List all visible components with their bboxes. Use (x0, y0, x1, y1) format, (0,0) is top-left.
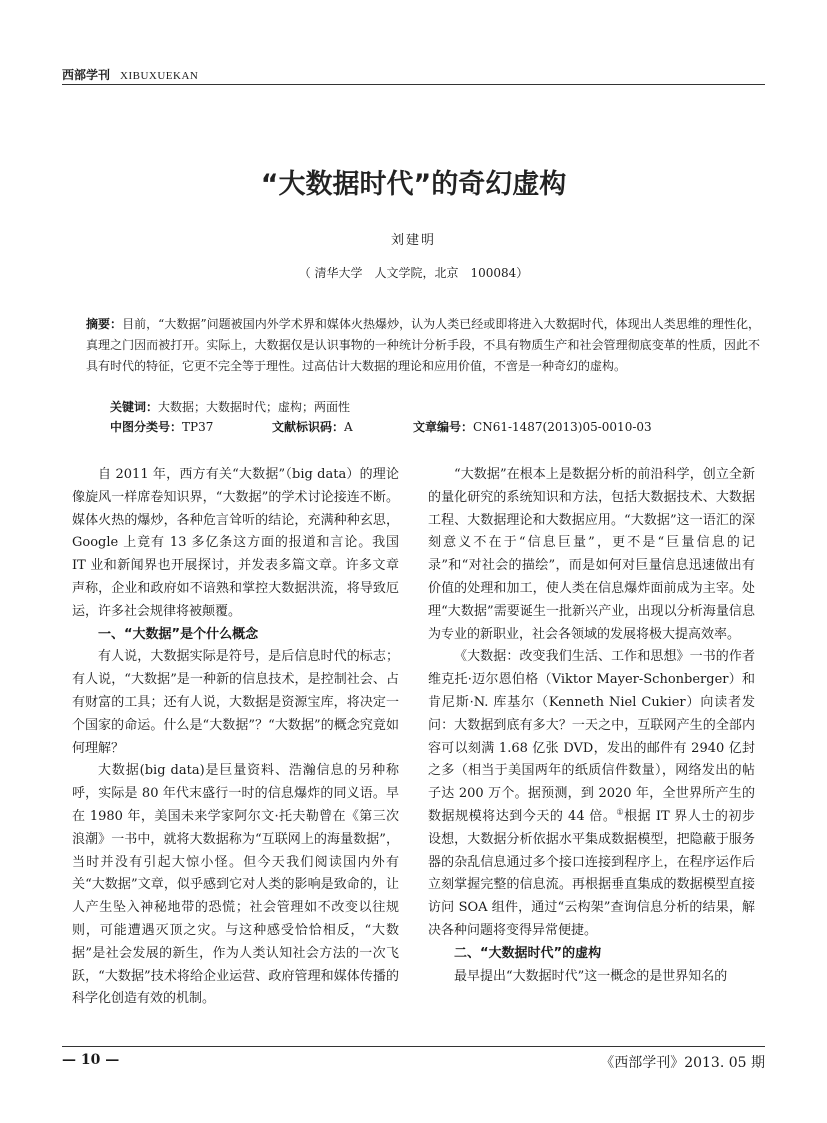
paragraph (428, 646, 755, 942)
keywords-label: 关键词： (110, 400, 159, 414)
journal-name: 西部学刊 (62, 68, 111, 82)
id-label: 文章编号： (413, 420, 474, 434)
left-column (72, 464, 399, 1011)
doc-code (272, 418, 353, 435)
paragraph: 大数据(big data)是巨量资料、浩瀚信息的另种称呼，实际是 80 年代末盛行一时的信息爆炸的同义语。早在 1980 年，美国未来学家阿尔文·托夫勒曾在《第三次浪潮》一书中，就将大数据称为“互联网上的海量数据”，当时并没有引起大惊小怪。但今天我们阅读国内外有关“大数据”文章，似乎感到它对人类的影响是致命的，让人产生坠入神秘地带的恐慌；社会管理如不改变以往规则，可能遭遇灭顶之灾。与这种感受恰恰相反，“大数据”是社会发展的新生，作为人类认知社会方法的一次飞跃，“大数据”技术将给企业运营、政府管理和媒体传播的科学化创造有效的机制。 (72, 763, 399, 1007)
journal-name-latin: XIBUXUEKAN (120, 70, 199, 82)
paragraph: “大数据”在根本上是数据分析的前沿科学，创立全新的量化研究的系统知识和方法，包括大数据技术、大数据工程、大数据理论和大数据应用。“大数据”这一语汇的深刻意义不在于“信息巨量”，更不是“巨量信息的记录”和“对社会的描绘”，而是如何对巨量信息迅速做出有价值的处理和加工，使人类在信息爆炸面前成为主宰。处理“大数据”需要诞生一批新兴产业，出现以分析海量信息为专业的新职业，社会各领域的发展将极大提高效率。 (428, 467, 755, 642)
id-value: CN61-1487(2013)05-0010-03 (473, 420, 652, 434)
clc-value: TP37 (182, 420, 214, 434)
doc-label: 文献标识码： (272, 420, 345, 434)
paragraph-part: 根据 IT 界人士的初步设想，大数据分析依据水平集成数据模型，把隐蔽于服务器的杂乱信息通过多个接口连接到程序上，在程序运作后立刻掌握完整的信息流。再根据垂直集成的数据模型直接访问 SOA 组件，通过“云构架”查询信息分析的结果，解决各种问题将变得异常便捷。 (428, 808, 756, 938)
abstract-text: 目前，“大数据”问题被国内外学术界和媒体火热爆炒，认为人类已经或即将进入大数据时代，体现出人类思维的理性化，真理之门因而被打开。实际上，大数据仅是认识事物的一种统计分析手段，不具有物质生产和社会管理彻底变革的性质，因此不具有时代的特征，它更不完全等于理性。过高估计大数据的理论和应用价值，不啻是一种奇幻的虚构。 (86, 317, 760, 373)
running-header (62, 66, 198, 83)
paragraph: 有人说，大数据实际是符号，是后信息时代的标志；有人说，“大数据”是一种新的信息技术，是控制社会、占有财富的工具；还有人说，大数据是资源宝库，将决定一个国家的命运。什么是“大数据”？“大数据”的概念究竟如何理解？ (72, 649, 399, 756)
page-number: — 10 — (62, 1052, 120, 1068)
abstract-label: 摘要： (86, 317, 123, 331)
paragraph-part: 《大数据：改变我们生活、工作和思想》一书的作者维克托·迈尔恩伯格（Viktor Mayer-Schonberger）和肯尼斯·N. 库基尔（Kenneth Niel Cukier）向读者发问：大数据到底有多大？一天之中，互联网产生的全部内容可以刻满 1.68 亿张 DVD，发出的邮件有 2940 亿封之多（相当于美国两年的纸质信件数量），网络发出的帖子达 200 万个。据预测，到 2020 年，全世界所产生的数据规模将达到今天的 44 倍。 (428, 649, 755, 824)
article-title: “大数据时代”的奇幻虚构 (260, 169, 567, 200)
keywords-text: 大数据；大数据时代；虚构；两面性 (158, 400, 351, 414)
right-column (428, 464, 755, 988)
section-heading-2: 二、“大数据时代”的虚构 (454, 945, 602, 961)
keywords (110, 398, 350, 415)
issue-label: 《西部学刊》2013. 05 期 (600, 1055, 765, 1071)
paragraph: 最早提出“大数据时代”这一概念的是世界知名的 (454, 968, 728, 984)
author: 刘建明 (390, 233, 436, 248)
header-rule (62, 84, 765, 85)
clc-code (110, 418, 213, 435)
paragraph: 自 2011 年，西方有关“大数据”（big data）的理论像旋风一样席卷知识界，“大数据”的学术讨论接连不断。媒体火热的爆炒，各种危言耸听的结论，充满种种玄思，Google 上竟有 13 多亿条这方面的报道和言论。我国 IT 业和新闻界也开展探讨，并发表多篇文章。许多文章声称，企业和政府如不谙熟和掌控大数据洪流，将导致厄运，许多社会规律将被颠覆。 (72, 467, 399, 619)
footnote-ref: ① (616, 807, 625, 817)
clc-label: 中图分类号： (110, 420, 183, 434)
affiliation: （ 清华大学 人文学院，北京 100084） (298, 266, 529, 280)
footer-rule (62, 1046, 765, 1047)
doc-value: A (344, 420, 353, 434)
section-heading-1: 一、“大数据”是个什么概念 (98, 626, 259, 642)
abstract (86, 314, 760, 377)
article-id (413, 418, 652, 435)
